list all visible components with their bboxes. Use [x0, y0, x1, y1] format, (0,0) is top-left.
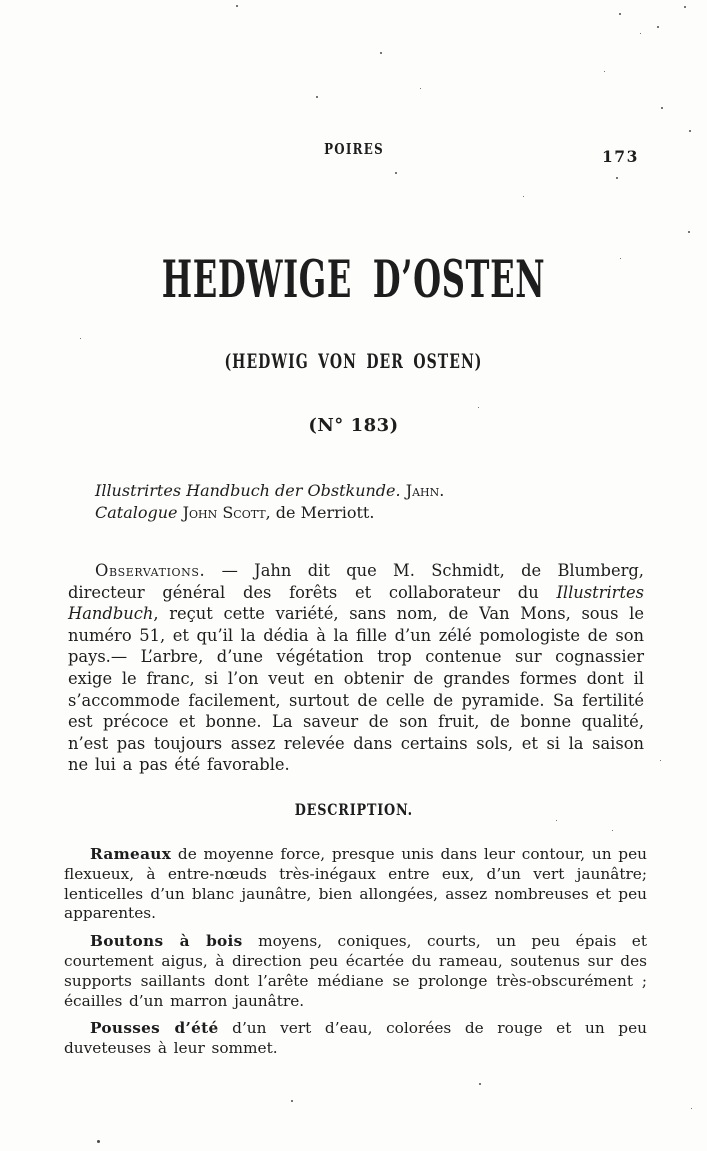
description-paragraph-pousses [64, 1019, 647, 1059]
bibliography-entry [95, 502, 444, 524]
description-paragraph-rameaux [64, 845, 647, 924]
scan-speckle [556, 820, 557, 821]
description-heading: DESCRIPTION. [294, 800, 413, 819]
scan-speckle [661, 107, 663, 109]
variety-title: HEDWIGE D’OSTEN [161, 250, 546, 310]
paragraph-text: de moyenne force, presque unis dans leur contour, un peu flexueux, à entre-nœuds très-inégaux entre eux, d’un vert jaunâtre; lenticelles d’un blanc jaunâtre, bien allongées, assez nombreuses et peu apparentes. [64, 845, 647, 923]
bibliography [95, 480, 444, 523]
scan-speckle [640, 33, 641, 34]
scan-speckle [380, 52, 382, 54]
scan-speckle [97, 1140, 100, 1143]
scan-speckle [684, 6, 686, 8]
running-title: POIRES [323, 141, 384, 158]
reference-title: Catalogue [95, 502, 178, 522]
observations-lead: Observations. [95, 561, 206, 580]
scan-speckle [291, 1100, 293, 1102]
scan-speckle [523, 196, 524, 197]
scan-speckle [236, 5, 238, 7]
scan-speckle [657, 26, 659, 28]
scan-speckle [479, 1083, 481, 1085]
variety-synonym: (HEDWIG VON DER OSTEN) [224, 349, 483, 373]
variety-number: (N° 183) [308, 415, 399, 436]
scan-speckle [660, 760, 661, 761]
observations-text: , reçut cette variété, sans nom, de Van Mons, sous le numéro 51, et qu’il la dédia à la fille d’un zélé pomologiste de son pays.— L’arbre, d’une végétation trop contenue sur cognassier exige le franc, si l’on veut en obtenir de grandes formes dont il s’accommode facilement, surtout de celle de pyramide. Sa fertilité est précoce et bonne. La saveur de son fruit, de bonne qualité, n’est pas toujours assez relevée dans certains sols, et si la saison ne lui a pas été favorable. [68, 604, 644, 775]
page-number: 173 [602, 147, 639, 166]
scan-speckle [80, 338, 81, 339]
description-paragraph-boutons [64, 932, 647, 1011]
scan-speckle [612, 830, 613, 831]
description-section [64, 845, 647, 1067]
paragraph-text: moyens, coniques, courts, un peu épais et courtement aigus, à direction peu écartée du rameau, soutenus sur des supports saillants dont l’arête médiane se prolonge très-obscurément ; écailles d’un marron jaunâtre. [64, 932, 647, 1010]
reference-title: Illustrirtes Handbuch der Obstkunde. [95, 481, 401, 500]
scan-speckle [616, 177, 618, 179]
scan-speckle [620, 258, 621, 259]
scan-speckle [478, 407, 479, 408]
scan-speckle [316, 96, 318, 98]
scan-speckle [619, 13, 621, 15]
scan-speckle [395, 172, 397, 174]
scan-speckle [688, 231, 690, 233]
description-heading-row [0, 800, 707, 819]
running-header [0, 141, 707, 165]
scan-speckle [689, 130, 691, 132]
paragraph-lead: Boutons à bois [90, 932, 243, 951]
reference-author: Jahn. [405, 481, 445, 500]
scan-speckle [691, 1108, 692, 1109]
observations-italic-title: Illustrirtes Handbuch [68, 582, 644, 624]
paragraph-text: d’un vert d’eau, colorées de rouge et un peu duveteuses à leur sommet. [64, 1019, 647, 1058]
observations-paragraph [68, 560, 644, 776]
reference-author: John Scott, [182, 502, 271, 522]
reference-detail: de Merriott. [270, 502, 375, 522]
paragraph-lead: Rameaux [90, 845, 172, 863]
observations-text: — Jahn dit que M. Schmidt, de Blumberg, directeur général des forêts et collaborateur du [68, 561, 644, 602]
scan-speckle [420, 88, 421, 89]
paragraph-lead: Pousses d’été [90, 1019, 219, 1038]
scan-speckle [604, 71, 605, 72]
bibliography-entry [95, 480, 444, 502]
